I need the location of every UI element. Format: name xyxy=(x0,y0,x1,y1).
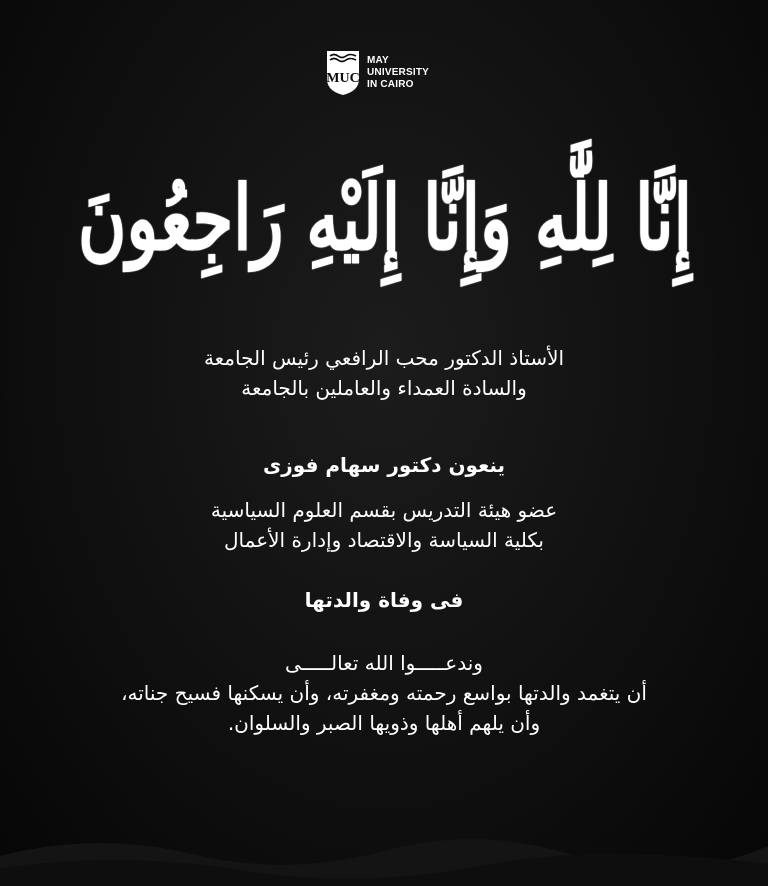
prayer-block xyxy=(0,648,768,738)
position-line-2: بكلية السياسة والاقتصاد وإدارة الأعمال xyxy=(224,528,544,552)
announce-block xyxy=(0,450,768,480)
decorative-wave xyxy=(0,796,768,886)
occasion-block xyxy=(0,585,768,615)
university-logo xyxy=(325,48,429,98)
prayer-line-2: أن يتغمد والدتها بواسع رحمته ومغفرته، وأن يسكنها فسيح جناته، xyxy=(121,681,647,705)
position-line-1: عضو هيئة التدريس بقسم العلوم السياسية xyxy=(210,498,558,522)
prayer-line-3: وأن يلهم أهلها وذويها الصبر والسلوان. xyxy=(227,711,541,735)
sender-line-1: الأستاذ الدكتور محب الرافعي رئيس الجامعة xyxy=(203,346,565,370)
quran-verse-calligraphy xyxy=(78,135,692,300)
sender-block xyxy=(0,343,768,403)
announce-line: ينعون دكتور سهام فوزى xyxy=(262,453,506,477)
logo-line-2: UNIVERSITY xyxy=(367,67,430,78)
quran-verse-text: إِنَّا لِلَّٰهِ وَإِنَّا إِلَيْهِ رَاجِعُونَ xyxy=(78,164,692,271)
occasion-line: فى وفاة والدتها xyxy=(304,588,464,612)
university-shield-icon xyxy=(325,49,361,97)
prayer-line-1: وندعـــــوا الله تعالـــــى xyxy=(285,651,483,675)
position-block xyxy=(0,495,768,555)
logo-line-1: MAY xyxy=(367,55,389,66)
sender-line-2: والسادة العمداء والعاملين بالجامعة xyxy=(241,376,527,400)
logo-wordmark xyxy=(367,55,429,91)
logo-line-3: IN CAIRO xyxy=(367,79,414,90)
logo-monogram: MUC xyxy=(326,71,360,86)
